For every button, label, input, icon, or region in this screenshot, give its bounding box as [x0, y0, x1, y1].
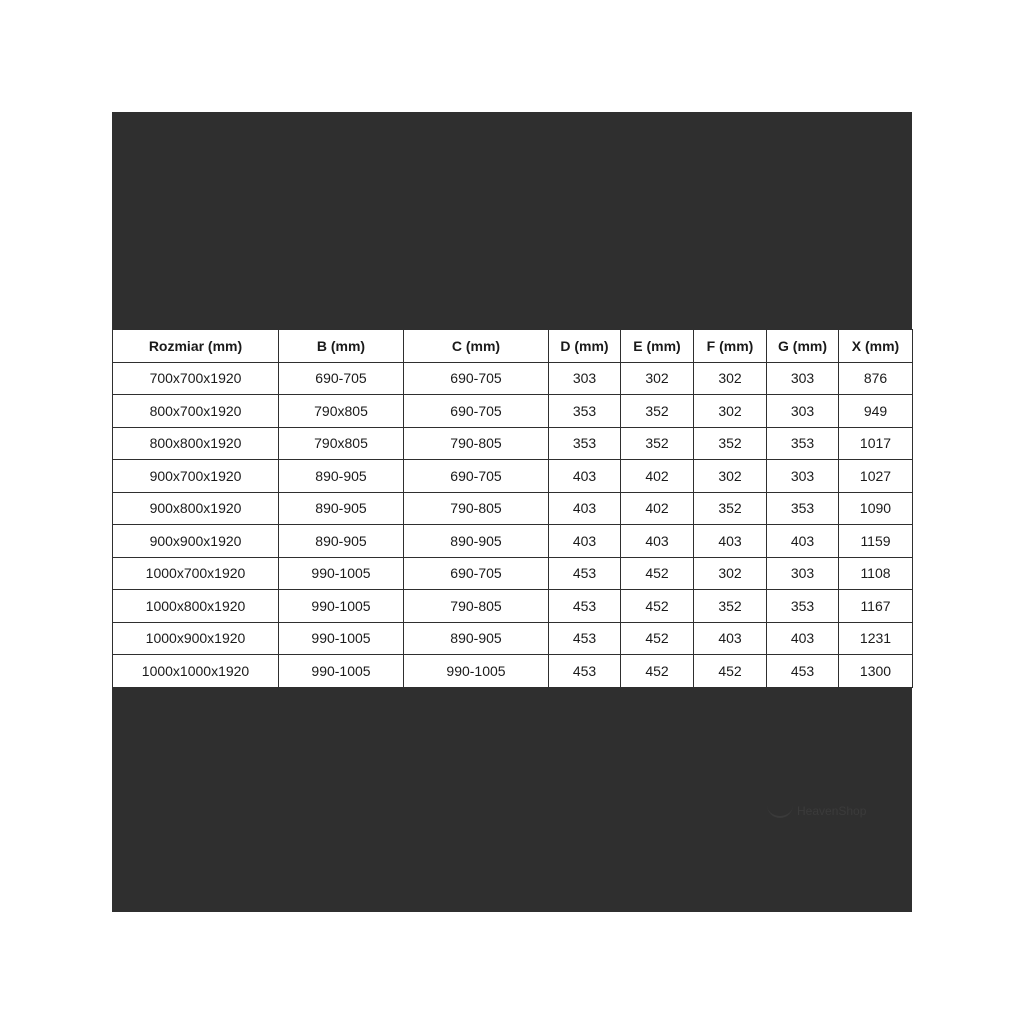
table-cell: 403: [767, 525, 839, 558]
table-cell: 403: [549, 460, 621, 493]
table-cell: 900x700x1920: [113, 460, 279, 493]
table-cell: 1231: [839, 622, 913, 655]
header-f: F (mm): [694, 330, 767, 363]
table-cell: 303: [767, 460, 839, 493]
table-cell: 690-705: [404, 557, 549, 590]
table-cell: 353: [767, 590, 839, 623]
table-row: [113, 590, 913, 623]
table-cell: 402: [621, 492, 694, 525]
table-cell: 352: [621, 395, 694, 428]
table-cell: 1000x1000x1920: [113, 655, 279, 688]
table-cell: 876: [839, 362, 913, 395]
header-d: D (mm): [549, 330, 621, 363]
watermark: [767, 804, 866, 818]
table-cell: 990-1005: [279, 622, 404, 655]
table-cell: 403: [767, 622, 839, 655]
table-header: [113, 330, 913, 363]
table-cell: 890-905: [279, 525, 404, 558]
table-cell: 800x700x1920: [113, 395, 279, 428]
table-cell: 302: [694, 395, 767, 428]
table-cell: 453: [767, 655, 839, 688]
table-cell: 949: [839, 395, 913, 428]
table-cell: 353: [767, 427, 839, 460]
table-cell: 1000x800x1920: [113, 590, 279, 623]
table-cell: 352: [621, 427, 694, 460]
table-cell: 452: [694, 655, 767, 688]
table-cell: 302: [694, 557, 767, 590]
table-cell: 402: [621, 460, 694, 493]
table-cell: 1300: [839, 655, 913, 688]
table-cell: 890-905: [404, 622, 549, 655]
table-row: [113, 492, 913, 525]
table-cell: 302: [694, 460, 767, 493]
table-cell: 790-805: [404, 427, 549, 460]
table-cell: 800x800x1920: [113, 427, 279, 460]
table-cell: 452: [621, 590, 694, 623]
header-row: [113, 330, 913, 363]
table-cell: 890-905: [279, 460, 404, 493]
table-cell: 790x805: [279, 395, 404, 428]
table-cell: 900x800x1920: [113, 492, 279, 525]
table-cell: 453: [549, 557, 621, 590]
table-cell: 452: [621, 655, 694, 688]
table-body: [113, 362, 913, 687]
watermark-logo-icon: [767, 804, 793, 818]
header-g: G (mm): [767, 330, 839, 363]
table-cell: 452: [621, 557, 694, 590]
table-cell: 353: [549, 395, 621, 428]
table-row: [113, 557, 913, 590]
table-cell: 303: [767, 395, 839, 428]
table-cell: 353: [549, 427, 621, 460]
table-cell: 990-1005: [279, 557, 404, 590]
table-cell: 1090: [839, 492, 913, 525]
table-cell: 403: [694, 525, 767, 558]
header-c: C (mm): [404, 330, 549, 363]
table-cell: 352: [694, 427, 767, 460]
table-cell: 352: [694, 492, 767, 525]
table-cell: 790-805: [404, 492, 549, 525]
table-cell: 302: [621, 362, 694, 395]
header-b: B (mm): [279, 330, 404, 363]
table-cell: 1000x700x1920: [113, 557, 279, 590]
header-x: X (mm): [839, 330, 913, 363]
table-cell: 1000x900x1920: [113, 622, 279, 655]
table-cell: 1159: [839, 525, 913, 558]
table-cell: 1027: [839, 460, 913, 493]
table-cell: 303: [549, 362, 621, 395]
table-cell: 452: [621, 622, 694, 655]
table-cell: 690-705: [279, 362, 404, 395]
table-cell: 403: [549, 492, 621, 525]
table-cell: 403: [621, 525, 694, 558]
spec-table-wrapper: [112, 329, 912, 688]
table-cell: 353: [767, 492, 839, 525]
dark-panel: [112, 112, 912, 912]
table-cell: 303: [767, 557, 839, 590]
table-cell: 1167: [839, 590, 913, 623]
table-cell: 1108: [839, 557, 913, 590]
table-cell: 690-705: [404, 362, 549, 395]
dimensions-table: [112, 329, 913, 688]
table-cell: 690-705: [404, 460, 549, 493]
table-cell: 1017: [839, 427, 913, 460]
table-row: [113, 460, 913, 493]
table-cell: 900x900x1920: [113, 525, 279, 558]
table-row: [113, 525, 913, 558]
table-cell: 403: [694, 622, 767, 655]
header-rozmiar: Rozmiar (mm): [113, 330, 279, 363]
table-cell: 700x700x1920: [113, 362, 279, 395]
header-e: E (mm): [621, 330, 694, 363]
table-cell: 990-1005: [404, 655, 549, 688]
table-cell: 790-805: [404, 590, 549, 623]
table-cell: 302: [694, 362, 767, 395]
table-cell: 352: [694, 590, 767, 623]
table-row: [113, 622, 913, 655]
table-cell: 790x805: [279, 427, 404, 460]
table-cell: 890-905: [279, 492, 404, 525]
table-cell: 890-905: [404, 525, 549, 558]
table-cell: 990-1005: [279, 590, 404, 623]
table-row: [113, 395, 913, 428]
table-cell: 453: [549, 655, 621, 688]
table-cell: 690-705: [404, 395, 549, 428]
table-cell: 453: [549, 590, 621, 623]
table-row: [113, 362, 913, 395]
table-cell: 990-1005: [279, 655, 404, 688]
table-row: [113, 427, 913, 460]
table-row: [113, 655, 913, 688]
table-cell: 303: [767, 362, 839, 395]
watermark-text: HeavenShop: [797, 804, 867, 818]
table-cell: 453: [549, 622, 621, 655]
table-cell: 403: [549, 525, 621, 558]
